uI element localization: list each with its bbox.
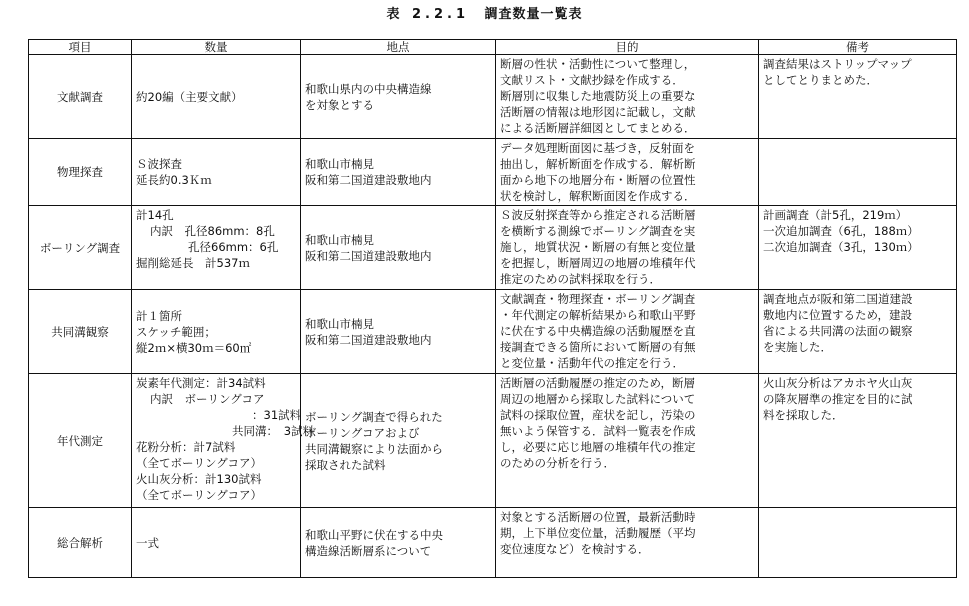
purpose-line: 施し，地質状況・断層の有無と変位量 [500, 240, 696, 254]
purpose-line: を把握し，断層周辺の地層の堆積年代 [500, 256, 696, 270]
purpose-line: に伏在する中央構造線の活動履歴を直 [500, 324, 696, 338]
purpose-line: データ処理断面図に基づき，反射面を [500, 141, 696, 155]
quantity-line: 一式 [136, 535, 159, 550]
remarks-line: 二次追加調査（3孔，130ｍ） [763, 240, 919, 254]
row-quantity [132, 139, 301, 206]
location-line: 阪和第二国道建設敷地内 [305, 248, 432, 263]
table-title-label: 表 [386, 7, 401, 22]
survey-quantity-table [28, 39, 957, 578]
location-line: ボーリング調査で得られた [305, 409, 443, 424]
quantity-line: 火山灰分析：計130試料 [136, 472, 262, 486]
quantity-line: （全てボーリングコア） [136, 488, 263, 502]
purpose-line: 状を検討し，解釈断面図を作成する． [500, 189, 696, 203]
row-location [301, 374, 496, 508]
row-remarks [759, 206, 957, 290]
row-purpose [496, 55, 759, 139]
remarks-line: としてとりまとめた． [763, 73, 878, 87]
location-line: 構造線活断層系について [305, 543, 432, 558]
row-remarks [759, 290, 957, 374]
purpose-line: 期，上下単位変位量，活動履歴（平均 [500, 526, 696, 540]
purpose-line: 変位速度など）を検討する． [500, 542, 650, 556]
purpose-line: 無いよう保管する．試料一覧表を作成 [500, 424, 696, 438]
row-quantity [132, 55, 301, 139]
purpose-line: 抽出し，解析断面を作成する．解析断 [500, 157, 696, 171]
quantity-line: 掘削総延長 計537ｍ [136, 256, 250, 270]
purpose-line: を横断する測線でボーリング調査を実 [500, 224, 696, 238]
row-quantity [132, 290, 301, 374]
remarks-line: 計画調査（計5孔，219ｍ） [763, 208, 908, 222]
purpose-line: 面から地下の地層分布・断層の位置性 [500, 173, 696, 187]
location-line: 和歌山平野に伏在する中央 [305, 527, 443, 542]
quantity-line: 炭素年代測定：計34試料 [136, 376, 266, 390]
purpose-line: のための分析を行う． [500, 456, 615, 470]
header-quantity: 数量 [132, 40, 301, 55]
quantity-line: 花粉分析：計7試料 [136, 440, 236, 454]
quantity-line: 共同溝： 3試料 [232, 424, 315, 438]
row-location [301, 206, 496, 290]
row-quantity [132, 374, 315, 508]
table-row [29, 206, 957, 290]
purpose-line: 試料の採取位置，産状を記し，汚染の [500, 408, 696, 422]
remarks-line: 省による共同溝の法面の観察 [763, 324, 913, 338]
table-title [0, 6, 969, 24]
remarks-line: 敷地内に位置するため，建設 [763, 308, 913, 322]
quantity-line: 内訳 ボーリングコア [150, 392, 265, 406]
quantity-line: 内訳 孔径86mm：8孔 [150, 224, 275, 238]
purpose-line: 周辺の地層から採取した試料について [500, 392, 696, 406]
table-title-number: 2.2.1 [411, 7, 469, 22]
location-line: ボーリングコアおよび [305, 425, 420, 440]
remarks-line: 料を採取した． [763, 408, 844, 422]
row-purpose [496, 290, 759, 374]
table-header-row [29, 40, 957, 55]
table-row [29, 55, 957, 139]
row-remarks [759, 508, 957, 578]
row-location [301, 55, 496, 139]
row-remarks [759, 55, 957, 139]
row-location [301, 139, 496, 206]
header-purpose: 目的 [496, 40, 759, 55]
purpose-line: 活断層の情報は地形図に記載し，文献 [500, 105, 696, 119]
purpose-line: 文献調査・物理探査・ボーリング調査 [500, 292, 696, 306]
purpose-line: による活断層詳細図としてまとめる． [500, 121, 696, 135]
header-location: 地点 [301, 40, 496, 55]
remarks-line: の降灰層準の推定を目的に試 [763, 392, 913, 406]
row-purpose [496, 139, 759, 206]
remarks-line: 調査結果はストリップマップ [763, 57, 912, 71]
table-row [29, 508, 957, 578]
purpose-line: 接調査できる箇所において断層の有無 [500, 340, 696, 354]
quantity-line: 縦2ｍ×横30ｍ＝60㎡ [136, 340, 252, 355]
purpose-line: し，必要に応じ地層の堆積年代の推定 [500, 440, 696, 454]
location-line: 阪和第二国道建設敷地内 [305, 332, 432, 347]
purpose-line: 対象とする活断層の位置，最新活動時 [500, 510, 696, 524]
header-item: 項目 [29, 40, 132, 55]
remarks-line: を実施した． [763, 340, 832, 354]
row-quantity [132, 206, 301, 290]
row-purpose [496, 206, 759, 290]
remarks-line: 火山灰分析はアカホヤ火山灰 [763, 376, 913, 390]
purpose-line: Ｓ波反射探査等から推定される活断層 [500, 208, 696, 222]
header-remarks: 備考 [759, 40, 957, 55]
location-line: 採取された試料 [305, 457, 386, 472]
location-line: 和歌山市楠見 [305, 157, 374, 171]
purpose-line: 推定のための試料採取を行う． [500, 272, 661, 286]
row-remarks [759, 374, 957, 508]
purpose-line: ・年代測定の解析結果から和歌山平野 [500, 308, 696, 322]
row-purpose [496, 374, 759, 508]
quantity-line: 計１箇所 [136, 308, 182, 323]
row-item: ボーリング調査 [29, 206, 132, 290]
quantity-line: スケッチ範囲； [136, 324, 216, 339]
row-purpose [496, 508, 759, 578]
quantity-line: 約20編（主要文献） [136, 89, 243, 104]
row-item: 物理探査 [29, 139, 132, 206]
location-line: を対象とする [305, 97, 374, 112]
row-location [301, 508, 496, 578]
row-item: 文献調査 [29, 55, 132, 139]
row-item: 年代測定 [29, 374, 132, 508]
purpose-line: 断層別に収集した地震防災上の重要な [500, 89, 696, 103]
location-line: 和歌山県内の中央構造線 [305, 81, 432, 96]
row-item: 総合解析 [29, 508, 132, 578]
table-row [29, 290, 957, 374]
quantity-line: 延長約0.3Ｋｍ [136, 173, 212, 187]
quantity-line: ：31試料 [252, 408, 302, 422]
location-line: 阪和第二国道建設敷地内 [305, 173, 432, 187]
purpose-line: 断層の性状・活動性について整理し， [500, 57, 696, 71]
quantity-line: （全てボーリングコア） [136, 456, 263, 470]
location-line: 和歌山市楠見 [305, 316, 374, 331]
quantity-line: 孔径66mm：6孔 [188, 240, 279, 254]
purpose-line: 文献リスト・文献抄録を作成する． [500, 73, 684, 87]
table-row [29, 139, 957, 206]
location-line: 共同溝観察により法面から [305, 441, 443, 456]
remarks-line: 一次追加調査（6孔，188ｍ） [763, 224, 919, 238]
quantity-line: 計14孔 [136, 208, 174, 222]
table-row [29, 374, 957, 508]
row-item: 共同溝観察 [29, 290, 132, 374]
table-title-text: 調査数量一覧表 [484, 7, 583, 22]
row-remarks [759, 139, 957, 206]
location-line: 和歌山市楠見 [305, 232, 374, 247]
row-location [301, 290, 496, 374]
row-quantity [132, 508, 301, 578]
purpose-line: と変位量・活動年代の推定を行う． [500, 356, 684, 370]
quantity-line: Ｓ波探査 [136, 157, 182, 171]
purpose-line: 活断層の活動履歴の推定のため，断層 [500, 376, 696, 390]
remarks-line: 調査地点が阪和第二国道建設 [763, 292, 913, 306]
